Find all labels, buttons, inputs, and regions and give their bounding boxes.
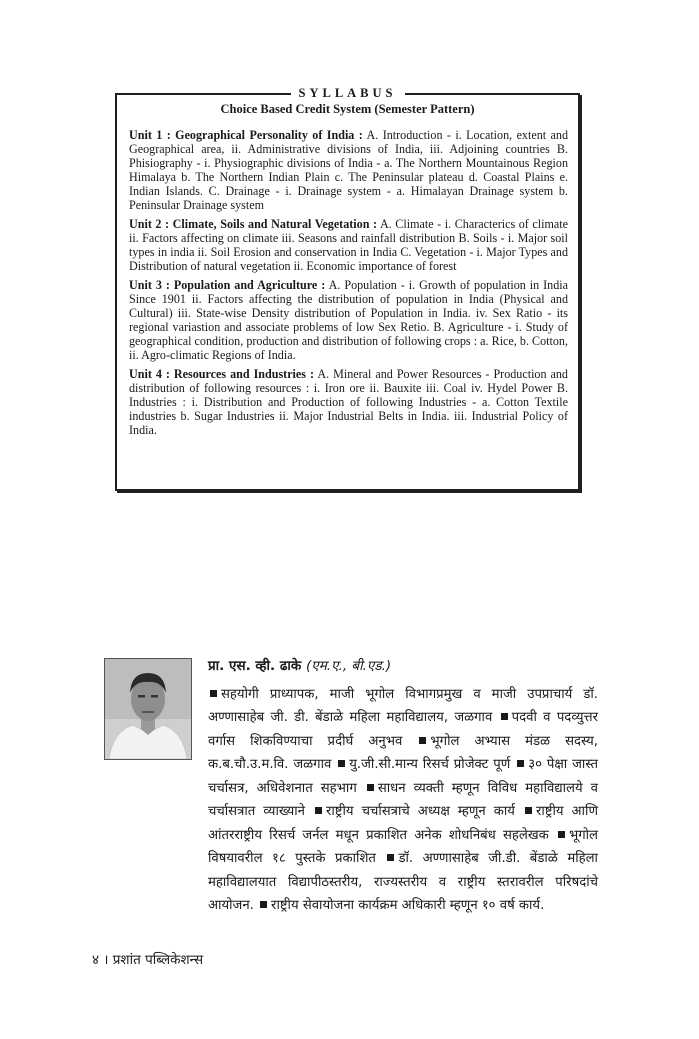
- syllabus-box: [115, 86, 580, 491]
- bio-item: यु.जी.सी.मान्य रिसर्च प्रोजेक्ट पूर्ण: [349, 757, 511, 772]
- unit-text: A. Climate - i. Characterics of climate ii. Factors affecting on climate iii. Seasons and rainfall distribution B. Soils - i. Major soil types in india ii. Soil Erosion and conservation in India C. Vegetation - i. Major Types and Distribution of natural vegetation ii. Economic importance of forest: [129, 217, 568, 273]
- bio-item: साधन व्यक्ती म्हणून विविध महाविद्यालये व चर्चासत्रात व्याख्याने: [208, 780, 598, 819]
- bio-item: सहयोगी प्राध्यापक, माजी भूगोल विभागप्रमुख व माजी उपप्राचार्य डॉ. अण्णासाहेब जी. डी. बेंडाळे महिला महाविद्यालय, जळगाव: [208, 686, 598, 725]
- syllabus-subtitle: Choice Based Credit System (Semester Pattern): [220, 102, 475, 116]
- page-footer: [92, 950, 203, 968]
- bullet-icon: [525, 807, 532, 814]
- unit-heading: Unit 1 : Geographical Personality of India :: [129, 128, 363, 142]
- bio-text: [208, 683, 598, 918]
- unit-heading: Unit 4 : Resources and Industries :: [129, 367, 315, 381]
- portrait-icon: [105, 659, 191, 759]
- bullet-icon: [315, 807, 322, 814]
- bio-item: डॉ. अण्णासाहेब जी.डी. बेंडाळे महिला महाविद्यालयात विद्यापीठस्तरीय, राज्यस्तरीय व राष्ट्रीय स्तरावरील परिषदांचे आयोजन.: [208, 851, 598, 913]
- page-number: ४: [92, 952, 100, 968]
- author-qualification: (एम.ए., बी.एड.): [306, 658, 392, 674]
- bio-item: पदवी व पदव्युत्तर वर्गास शिकविण्याचा प्रदीर्घ अनुभव: [208, 710, 598, 749]
- bio-item: राष्ट्रीय सेवायोजना कार्यक्रम अधिकारी म्हणून १० वर्ष कार्य.: [271, 898, 545, 913]
- syllabus-units: [129, 128, 568, 442]
- unit-1: [129, 128, 568, 212]
- unit-4: [129, 367, 568, 437]
- unit-heading: Unit 3 : Population and Agriculture :: [129, 278, 326, 292]
- author-bio: [208, 655, 598, 918]
- bio-item: भूगोल अभ्यास मंडळ सदस्य, क.ब.चौ.उ.म.वि. जळगाव: [208, 733, 598, 772]
- author-name: प्रा. एस. व्ही. ढाके: [208, 658, 302, 674]
- unit-text: A. Introduction - i. Location, extent and Geographical area, ii. Administrative divisions of India, iii. Adjoining countries B. Phisiography - i. Physiographic divisions of India - a. The Northern Mountainous Region Himalaya b. The Northern Indian Plain c. The Peninsular plateau d. Coastal Plains e. Indian Islands. C. Drainage - i. Drainage system - a. Himalayan Drainage system b. Peninsular Drainage system: [129, 128, 568, 212]
- unit-2: [129, 217, 568, 273]
- bullet-icon: [387, 854, 394, 861]
- author-photo: [104, 658, 192, 760]
- publisher-name: प्रशांत पब्लिकेशन्स: [112, 952, 204, 968]
- bio-item: भूगोल विषयावरील १८ पुस्तके प्रकाशित: [208, 827, 598, 866]
- bullet-icon: [558, 831, 565, 838]
- unit-3: [129, 278, 568, 362]
- bio-item: राष्ट्रीय चर्चासत्राचे अध्यक्ष म्हणून कार्य: [326, 804, 515, 819]
- bullet-icon: [260, 901, 267, 908]
- unit-heading: Unit 2 : Climate, Soils and Natural Vegetation :: [129, 217, 378, 231]
- bullet-icon: [338, 760, 345, 767]
- bullet-icon: [419, 737, 426, 744]
- unit-text: A. Mineral and Power Resources - Production and distribution of following resources : i. Iron ore ii. Bauxite iii. Coal iv. Hydel Power B. Industries : i. Distribution and Production of following Industries - a. Cotton Textile industries b. Sugar Industries ii. Major Industrial Belts in India. iii. Industrial Policy of India.: [129, 367, 568, 437]
- unit-text: A. Population - i. Growth of population in India Since 1901 ii. Factors affecting the distribution of population in India (Physical and Cultural) iii. State-wise Density distribution of Population in India. iv. Sex Ratio - its regional variastion and associate problems of low Sex Retio. B. Agriculture - i. Study of geographical condition, production and distribution of following crops : a. Rice, b. Cotton, ii. Agro-climatic Regions of India.: [129, 278, 568, 362]
- author-heading: [208, 655, 598, 679]
- bullet-icon: [517, 760, 524, 767]
- syllabus-title: SYLLABUS: [117, 84, 578, 102]
- bio-item: राष्ट्रीय आणि आंतरराष्ट्रीय रिसर्च जर्नल मधून प्रकाशित अनेक शोधनिबंध सहलेखक: [208, 804, 598, 843]
- bullet-icon: [501, 713, 508, 720]
- bullet-icon: [210, 690, 217, 697]
- bio-item: ३० पेक्षा जास्त चर्चासत्र, अधिवेशनात सहभाग: [208, 757, 598, 796]
- bullet-icon: [367, 784, 374, 791]
- footer-separator: ।: [103, 952, 109, 968]
